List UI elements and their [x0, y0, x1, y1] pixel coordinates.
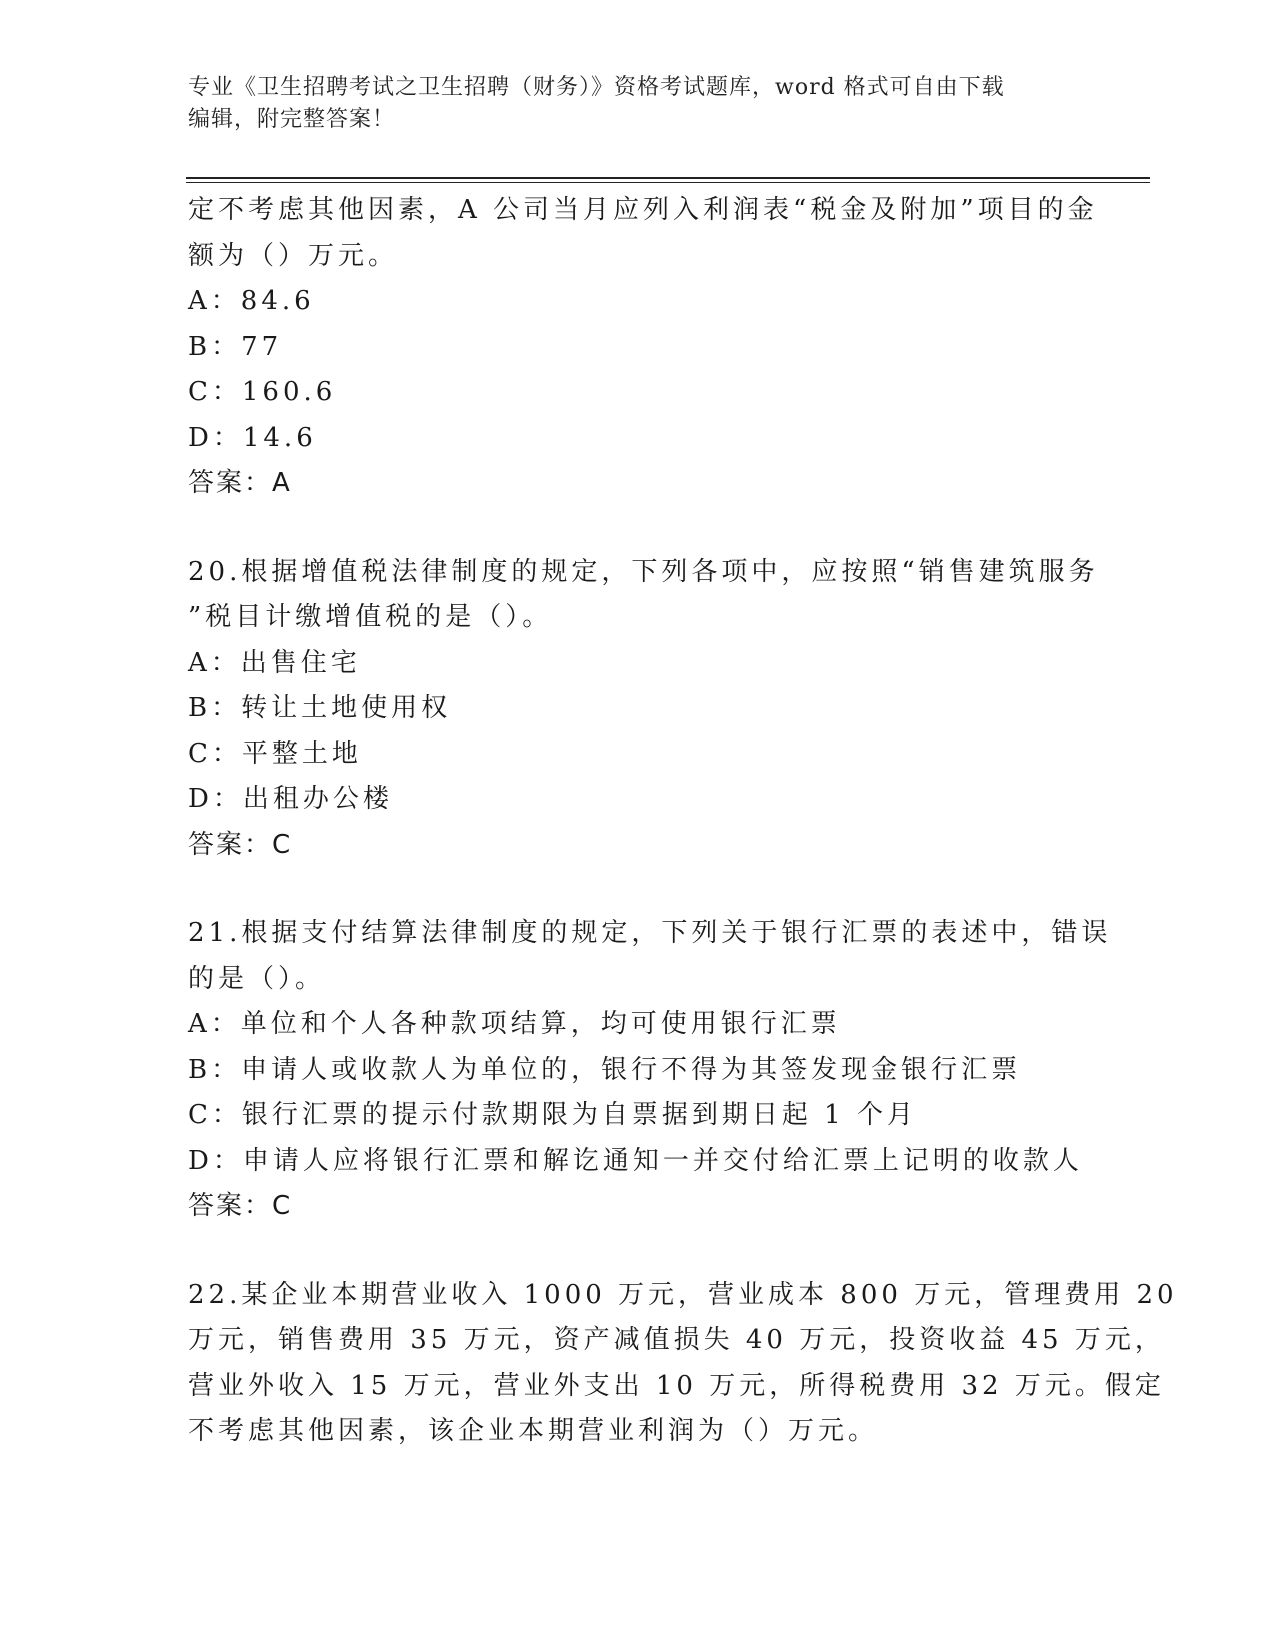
question-stem-line: 的是（）。	[188, 963, 326, 994]
question-19	[188, 188, 1098, 507]
option-d: D：14.6	[188, 422, 317, 453]
answer-line: 答案：C	[188, 829, 293, 860]
question-22	[188, 1273, 1178, 1455]
option-a: A：84.6	[188, 286, 315, 316]
question-stem-line: 营业外收入 15 万元，营业外支出 10 万元，所得税费用 32 万元。假定	[188, 1370, 1165, 1401]
question-stem-line: 不考虑其他因素，该企业本期营业利润为（）万元。	[188, 1416, 879, 1446]
option-b: B：77	[188, 331, 283, 362]
option-a: A：单位和个人各种款项结算，均可使用银行汇票	[188, 1009, 841, 1039]
question-stem-line: 21.根据支付结算法律制度的规定，下列关于银行汇票的表述中，错误	[188, 918, 1112, 948]
option-c: C：银行汇票的提示付款期限为自票据到期日起 1 个月	[188, 1100, 917, 1130]
question-spacer	[188, 1230, 1088, 1273]
option-c: C：160.6	[188, 377, 337, 407]
option-d: D：申请人应将银行汇票和解讫通知一并交付给汇票上记明的收款人	[188, 1145, 1083, 1176]
question-spacer	[188, 868, 1088, 911]
option-c: C：平整土地	[188, 738, 362, 769]
option-d: D：出租办公楼	[188, 784, 393, 814]
document-header	[188, 72, 1068, 136]
header-line-2: 编辑，附完整答案！	[188, 107, 396, 132]
question-stem-line: 额为（）万元。	[188, 240, 399, 271]
question-20	[188, 550, 1099, 869]
question-stem-line: ”税目计缴增值税的是（）。	[188, 602, 553, 632]
question-stem-line: 万元，销售费用 35 万元，资产减值损失 40 万元，投资收益 45 万元，	[188, 1325, 1165, 1355]
question-21	[188, 911, 1112, 1230]
header-line-1: 专业《卫生招聘考试之卫生招聘（财务）》资格考试题库，word 格式可自由下载	[188, 75, 1005, 100]
question-stem-line: 20.根据增值税法律制度的规定，下列各项中，应按照“销售建筑服务	[188, 556, 1099, 587]
option-b: B：转让土地使用权	[188, 693, 452, 723]
answer-line: 答案：C	[188, 1191, 293, 1221]
option-a: A：出售住宅	[188, 647, 361, 678]
header-rule-thick	[186, 177, 1150, 179]
question-list	[188, 188, 1178, 1455]
question-stem-line: 22.某企业本期营业收入 1000 万元，营业成本 800 万元，管理费用 20	[188, 1279, 1178, 1310]
option-b: B：申请人或收款人为单位的，银行不得为其签发现金银行汇票	[188, 1054, 1022, 1085]
question-spacer	[188, 507, 1088, 550]
question-stem-line: 定不考虑其他因素，A 公司当月应列入利润表“税金及附加”项目的金	[188, 195, 1098, 225]
answer-line: 答案：A	[188, 468, 292, 498]
header-rule-thin	[186, 182, 1150, 183]
